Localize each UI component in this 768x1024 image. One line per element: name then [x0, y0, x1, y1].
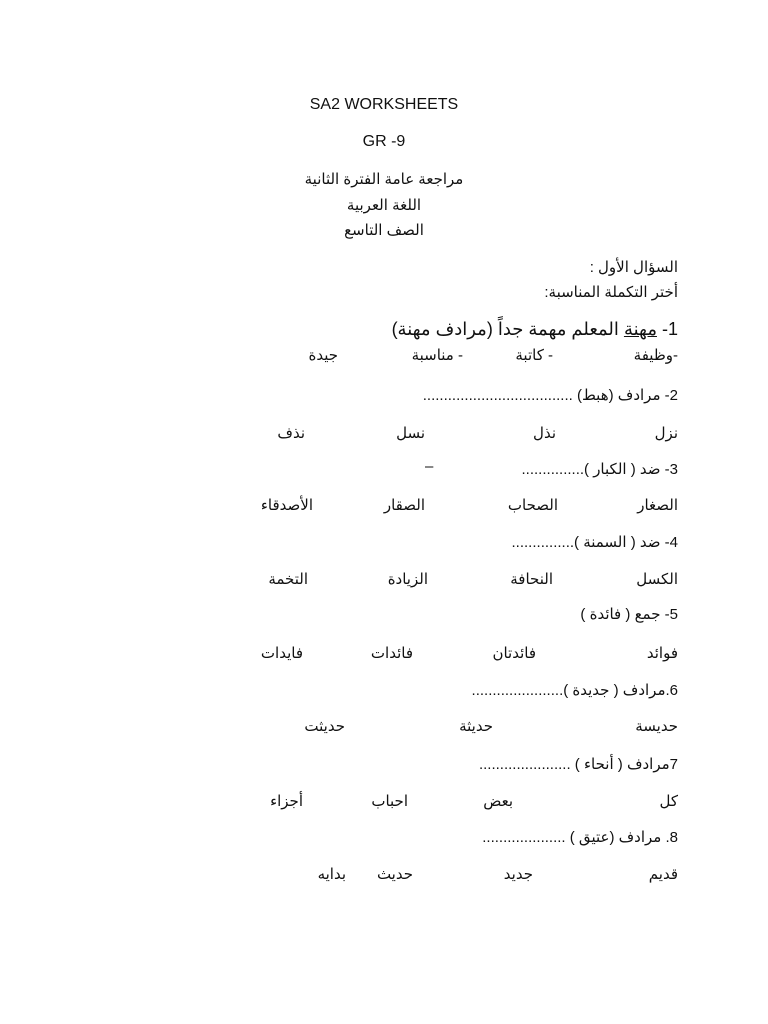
q5-option-2: فائدتان	[492, 645, 536, 662]
q7-option-2: بعض	[483, 793, 513, 810]
section-heading: السؤال الأول :	[589, 259, 678, 276]
q3-option-2: الصحاب	[507, 497, 558, 514]
q5-option-1: فوائد	[646, 645, 678, 662]
q3-option-3: الصقار	[383, 497, 425, 514]
q6-option-2: حديثة	[459, 718, 493, 735]
question-3-dash: –	[425, 458, 434, 475]
question-1	[392, 319, 678, 340]
question-2: 2- مرادف (هبط) ....................................	[422, 387, 678, 404]
q4-option-4: التخمة	[268, 571, 308, 588]
q4-option-3: الزيادة	[387, 571, 428, 588]
q6-option-1: حديسة	[635, 718, 678, 735]
q8-option-1: قديم	[648, 866, 678, 883]
section-instruction: أختر التكملة المناسبة:	[544, 284, 678, 301]
q7-option-3: احباب	[371, 793, 408, 810]
q7-option-4: أجزاء	[270, 793, 303, 810]
q1-option-2: - كاتبة	[515, 347, 553, 364]
q5-option-3: فائدات	[370, 645, 413, 662]
worksheet-title: SA2 WORKSHEETS	[309, 96, 459, 113]
q1-option-3: - مناسبة	[411, 347, 463, 364]
question-5: 5- جمع ( فائدة )	[580, 606, 678, 623]
q2-option-2: نذل	[533, 425, 556, 442]
q7-option-1: كل	[659, 793, 678, 810]
q8-option-2: جديد	[503, 866, 533, 883]
q8-option-4: بدايه	[317, 866, 346, 883]
question-7: 7مرادف ( أنحاء ) ......................	[478, 756, 678, 773]
q2-option-1: نزل	[654, 425, 678, 442]
grade-label: GR -9	[362, 133, 406, 150]
q2-option-3: نسل	[396, 425, 425, 442]
q1-option-1: -وظيفة	[633, 347, 678, 364]
q4-option-2: النحافة	[510, 571, 553, 588]
question-4: 4- ضد ( السمنة )...............	[511, 534, 678, 551]
q4-option-1: الكسل	[636, 571, 678, 588]
q3-option-4: الأصدقاء	[260, 497, 313, 514]
subject-title: اللغة العربية	[346, 197, 422, 214]
q3-option-1: الصغار	[637, 497, 678, 514]
question-6: 6.مرادف ( جديدة )......................	[471, 682, 678, 699]
question-3: 3- ضد ( الكبار )...............	[521, 461, 678, 478]
q1-option-4: جيدة	[308, 347, 338, 364]
review-title: مراجعة عامة الفترة الثانية	[304, 171, 464, 188]
question-1-text: المعلم مهمة جداً (مرادف مهنة)	[391, 319, 619, 339]
question-8: 8. مرادف (عتيق ) ....................	[482, 829, 678, 846]
q8-option-3: حديث	[376, 866, 413, 883]
question-1-target-word: مهنة	[623, 319, 657, 339]
question-1-number: 1-	[661, 319, 678, 339]
q5-option-4: فايدات	[260, 645, 303, 662]
q6-option-3: حديثت	[304, 718, 345, 735]
class-title: الصف التاسع	[344, 222, 424, 239]
q2-option-4: نذف	[277, 425, 305, 442]
